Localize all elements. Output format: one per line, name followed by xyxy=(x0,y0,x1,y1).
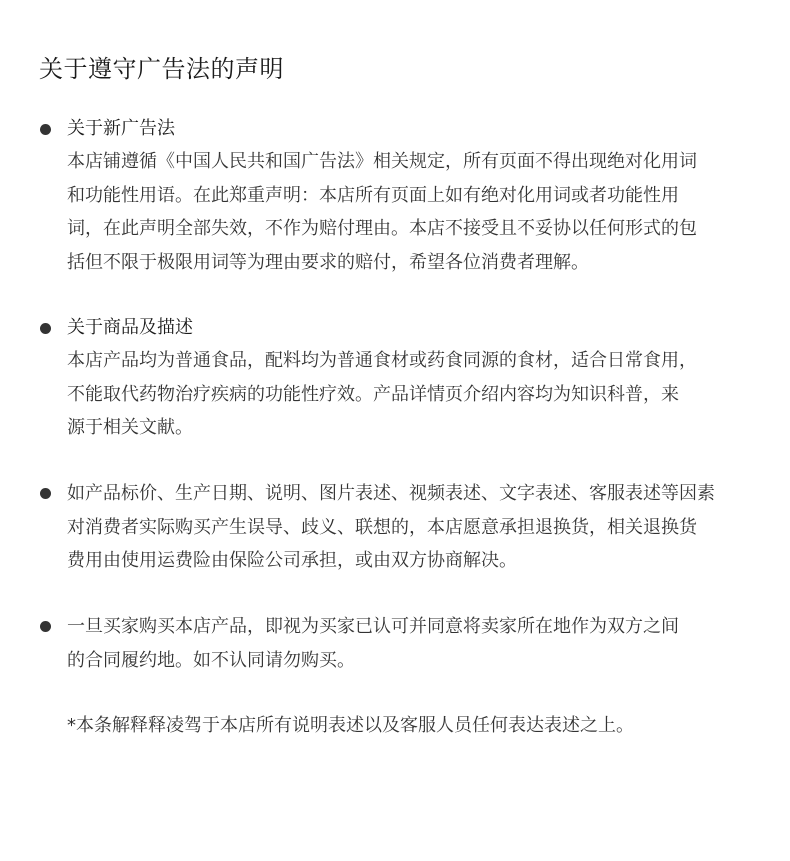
bullet-icon xyxy=(40,621,51,632)
paragraph-line: 本店产品均为普通食品，配料均为普通食材或药食同源的食材，适合日常食用， xyxy=(67,350,697,371)
paragraph-line: 词，在此声明全部失效，不作为赔付理由。本店不接受且不妥协以任何形式的包 xyxy=(67,218,697,239)
footnote: *本条解释释凌驾于本店所有说明表述以及客服人员任何表达表述之上。 xyxy=(67,715,634,736)
page-title: 关于遵守广告法的声明 xyxy=(39,55,284,83)
paragraph-line: 如产品标价、生产日期、说明、图片表述、视频表述、文字表述、客服表述等因素 xyxy=(67,483,715,504)
paragraph-line: 括但不限于极限用词等为理由要求的赔付，希望各位消费者理解。 xyxy=(67,251,589,273)
paragraph-line: 和功能性用语。在此郑重声明：本店所有页面上如有绝对化用词或者功能性用 xyxy=(67,184,679,206)
section-paragraph xyxy=(67,610,767,677)
paragraph-line: 不能取代药物治疗疾病的功能性疗效。产品详情页介绍内容均为知识科普，来 xyxy=(67,383,679,405)
paragraph-line: 对消费者实际购买产生误导、歧义、联想的，本店愿意承担退换货，相关退换货 xyxy=(67,516,697,538)
bullet-icon xyxy=(40,323,51,334)
bullet-icon xyxy=(40,488,51,499)
section-paragraph xyxy=(67,477,767,578)
bullet-icon xyxy=(40,124,51,135)
section-heading: 关于新广告法 xyxy=(67,118,175,139)
section-paragraph xyxy=(67,344,767,445)
paragraph-line: 的合同履约地。如不认同请勿购买。 xyxy=(67,649,355,671)
paragraph-line: 源于相关文献。 xyxy=(67,417,193,438)
section-heading: 关于商品及描述 xyxy=(67,317,193,338)
section-paragraph xyxy=(67,145,767,279)
paragraph-line: 本店铺遵循《中国人民共和国广告法》相关规定，所有页面不得出现绝对化用词 xyxy=(67,151,697,172)
paragraph-line: 一旦买家购买本店产品，即视为买家已认可并同意将卖家所在地作为双方之间 xyxy=(67,616,679,637)
paragraph-line: 费用由使用运费险由保险公司承担，或由双方协商解决。 xyxy=(67,550,517,571)
